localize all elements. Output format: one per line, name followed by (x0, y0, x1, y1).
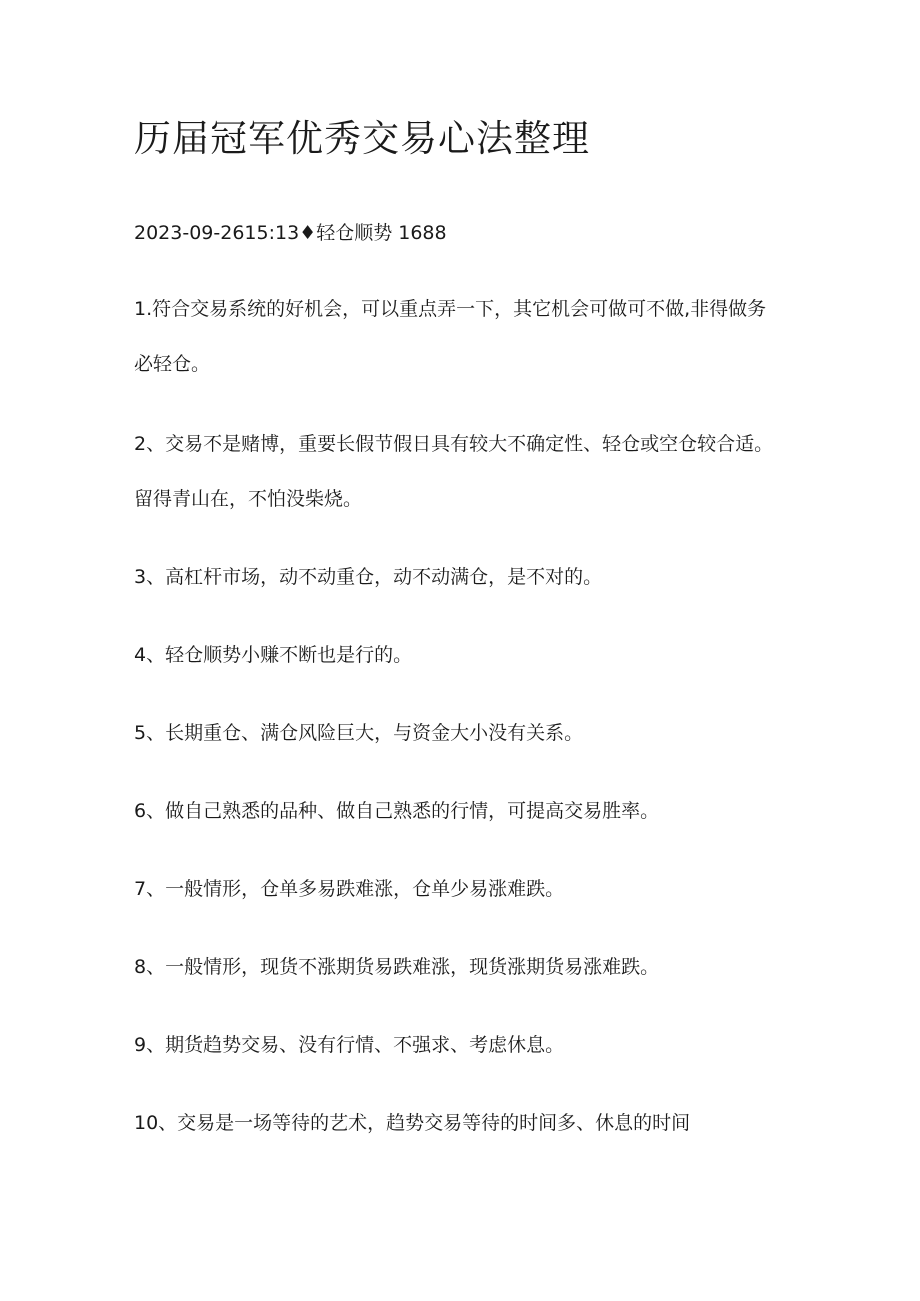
paragraph-7: 7、一般情形，仓单多易跌难涨，仓单少易涨难跌。 (134, 878, 565, 900)
document-title: 历届冠军优秀交易心法整理 (134, 117, 590, 160)
post-meta: 2023-09-2615:13♦轻仓顺势 1688 (134, 222, 447, 244)
paragraph-2: 2、交易不是赌博，重要长假节假日具有较大不确定性、轻仓或空仓较合适。留得青山在，不怕没柴烧。 (134, 433, 774, 510)
paragraph-10: 10、交易是一场等待的艺术，趋势交易等待的时间多、休息的时间 (134, 1112, 691, 1134)
paragraph-5: 5、长期重仓、满仓风险巨大，与资金大小没有关系。 (134, 722, 584, 744)
paragraph-8: 8、一般情形，现货不涨期货易跌难涨，现货涨期货易涨难跌。 (134, 956, 660, 978)
paragraph-4: 4、轻仓顺势小赚不断也是行的。 (134, 644, 413, 666)
paragraph-3: 3、高杠杆市场，动不动重仓，动不动满仓，是不对的。 (134, 566, 603, 588)
paragraph-9: 9、期货趋势交易、没有行情、不强求、考虑休息。 (134, 1034, 565, 1056)
paragraph-1: 1.符合交易系统的好机会，可以重点弄一下，其它机会可做可不做,非得做务必轻仓。 (134, 298, 767, 375)
paragraph-6: 6、做自己熟悉的品种、做自己熟悉的行情，可提高交易胜率。 (134, 800, 660, 822)
